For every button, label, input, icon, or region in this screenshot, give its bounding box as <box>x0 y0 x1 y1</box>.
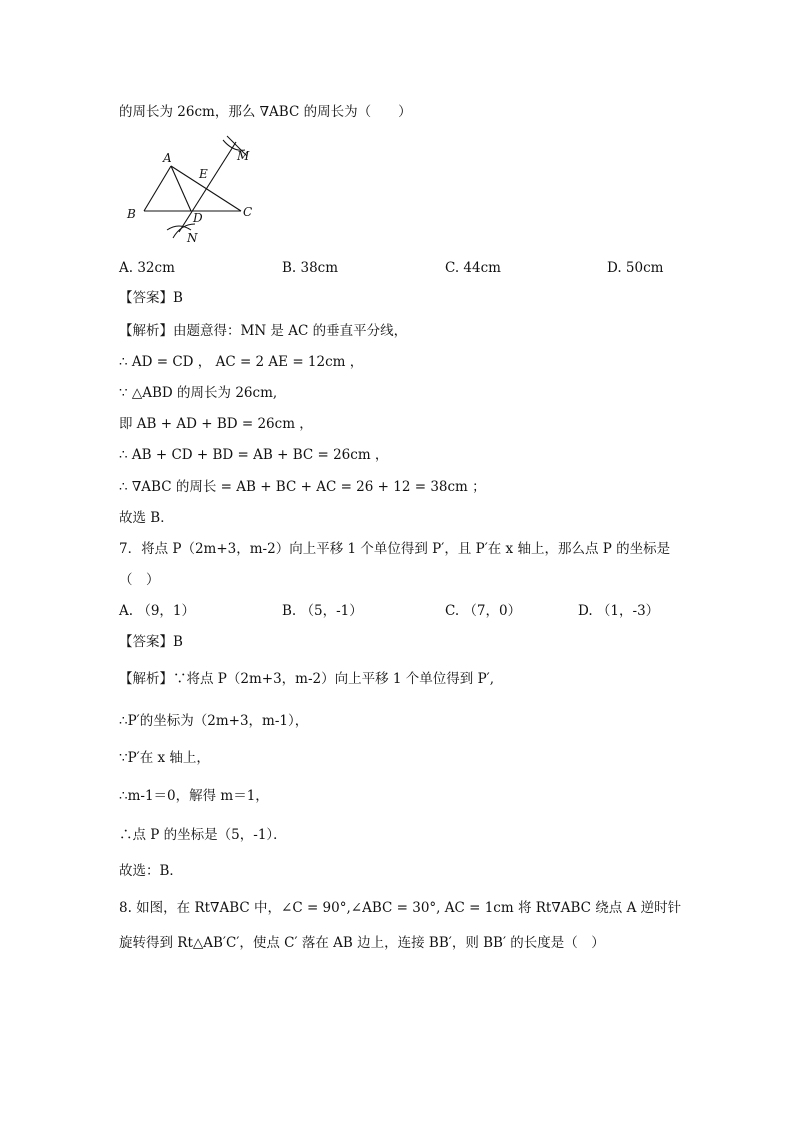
arc-mark-n <box>167 226 191 230</box>
q8-stem-line1: 8. 如图，在 Rt∇ABC 中，∠C = 90°,∠ABC = 30°, AC = 1cm 将 Rt∇ABC 绕点 A 逆时针 <box>119 900 682 916</box>
q7-stem-line2: （ ） <box>119 572 160 588</box>
segment-ab <box>144 166 171 211</box>
q6-analysis-line: 即 AB + AD + BD = 26cm ， <box>119 416 313 432</box>
q7-analysis-line: 故选：B． <box>119 863 183 879</box>
q6-analysis-line: 【解析】由题意得：MN 是 AC 的垂直平分线， <box>119 323 408 339</box>
q6-triangle-figure <box>119 134 269 246</box>
q6-analysis-line: ∴ ∇ABC 的周长 = AB + BC + AC = 26 + 12 = 38cm ； <box>119 479 486 495</box>
q6-option-b: B. 38cm <box>282 260 339 276</box>
label-n: N <box>187 231 198 245</box>
q7-answer: 【答案】B <box>119 634 183 650</box>
label-d: D <box>193 211 203 225</box>
q7-option-c: C. （7，0） <box>445 603 522 619</box>
q6-analysis-line: ∴ AB + CD + BD = AB + BC = 26cm ， <box>119 447 389 463</box>
label-b: B <box>127 207 136 221</box>
q6-option-c: C. 44cm <box>445 260 501 276</box>
label-m: M <box>237 149 250 163</box>
q8-stem-line2: 旋转得到 Rt△AB′C′，使点 C′ 落在 AB 边上，连接 BB′，则 BB′ 的长度是（ ） <box>119 935 605 951</box>
q6-analysis-line: ∴ AD = CD ， AC = 2 AE = 12cm ， <box>119 354 364 370</box>
label-e: E <box>199 167 208 181</box>
q7-option-b: B. （5，-1） <box>282 603 363 619</box>
q7-analysis-line: 【解析】∵将点 P（2m+3，m-2）向上平移 1 个单位得到 P′, <box>119 671 495 687</box>
label-a: A <box>163 151 172 165</box>
q6-stem-tail: 的周长为 26cm，那么 ∇ABC 的周长为（ ） <box>119 104 412 120</box>
q7-stem-line1: 7．将点 P（2m+3，m-2）向上平移 1 个单位得到 P′，且 P′在 x 轴上，那么点 P 的坐标是 <box>119 541 671 557</box>
q7-option-a: A. （9，1） <box>119 603 196 619</box>
line-mn <box>179 142 236 232</box>
q7-analysis-line: ∴m-1＝0，解得 m＝1， <box>119 788 269 804</box>
q6-analysis-line: ∵ △ABD 的周长为 26cm, <box>119 385 278 401</box>
q7-analysis-line: ∵P′在 x 轴上， <box>119 750 210 766</box>
q6-option-a: A. 32cm <box>119 260 175 276</box>
q6-answer: 【答案】B <box>119 290 183 306</box>
q7-analysis-line: ∴点 P 的坐标是（5，-1）． <box>119 827 287 843</box>
label-c: C <box>243 205 253 219</box>
q7-option-d: D. （1，-3） <box>578 603 660 619</box>
q6-option-d: D. 50cm <box>607 260 664 276</box>
q6-analysis-line: 故选 B． <box>119 510 174 526</box>
q7-analysis-line: ∴P′的坐标为（2m+3，m-1）， <box>119 713 309 729</box>
